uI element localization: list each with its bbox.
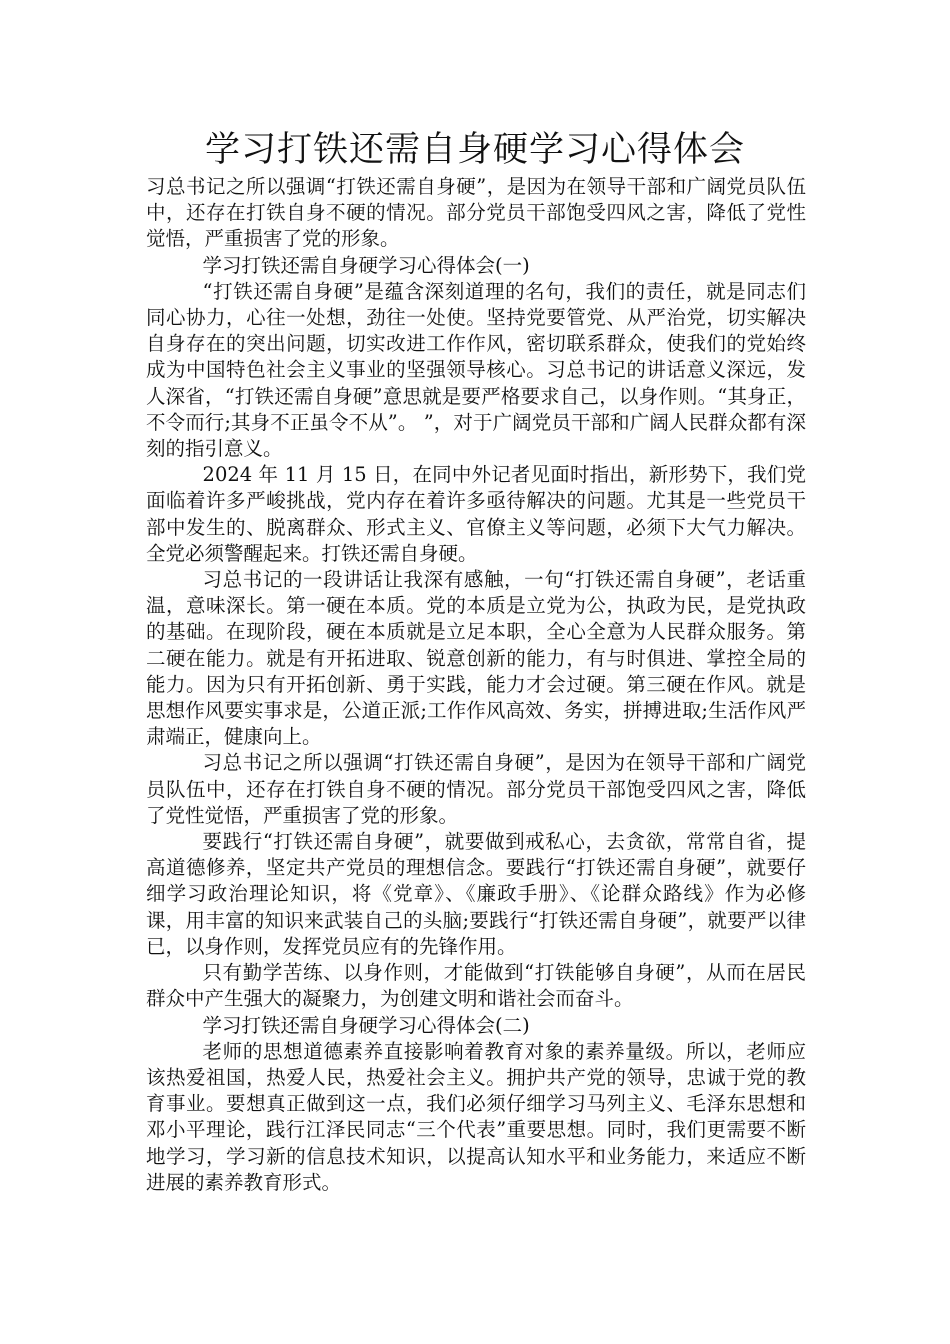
section-heading-1: 学习打铁还需自身硬学习心得体会(一) — [202, 253, 530, 277]
body-paragraph: 只有勤学苦练、以身作则，才能做到“打铁能够自身硬”，从而在居民群众中产生强大的凝聚力，为创建文明和谐社会而奋斗。 — [146, 961, 806, 1011]
section-heading-2: 学习打铁还需自身硬学习心得体会(二) — [202, 1013, 530, 1037]
document-body — [146, 174, 806, 1196]
body-paragraph: 习总书记之所以强调“打铁还需自身硬”，是因为在领导干部和广阔党员队伍中，还存在打铁自身不硬的情况。部分党员干部饱受四风之害，降低了党性觉悟，严重损害了党的形象。 — [146, 751, 806, 827]
body-paragraph: 老师的思想道德素养直接影响着教育对象的素养量级。所以，老师应该热爱祖国，热爱人民，热爱社会主义。拥护共产党的领导，忠诚于党的教育事业。要想真正做到这一点，我们必须仔细学习马列主义、毛泽东思想和邓小平理论，践行江泽民同志“三个代表”重要思想。同时，我们更需要不断地学习，学习新的信息技术知识，以提高认知水平和业务能力，来适应不断进展的素养教育形式。 — [146, 1039, 806, 1194]
body-paragraph: 要践行“打铁还需自身硬”，就要做到戒私心，去贪欲，常常自省，提高道德修养，坚定共产党员的理想信念。要践行“打铁还需自身硬”，就要仔细学习政治理论知识，将《党章》、《廉政手册》、《论群众路线》作为必修课，用丰富的知识来武装自己的头脑;要践行“打铁还需自身硬”，就要严以律已，以身作则，发挥党员应有的先锋作用。 — [146, 830, 806, 958]
body-paragraph: “打铁还需自身硬”是蕴含深刻道理的名句，我们的责任，就是同志们同心协力，心往一处想，劲往一处使。坚持党要管党、从严治党，切实解决自身存在的突出问题，切实改进工作作风，密切联系群众，使我们的党始终成为中国特色社会主义事业的坚强领导核心。习总书记的讲话意义深远，发人深省，“打铁还需自身硬”意思就是要严格要求自己，以身作则。“其身正，不令而行;其身不正虽令不从”。 ”，对于广阔党员干部和广阔人民群众都有深刻的指引意义。 — [146, 279, 806, 461]
document-title: 学习打铁还需自身硬学习心得体会 — [204, 130, 745, 170]
intro-paragraph: 习总书记之所以强调“打铁还需自身硬”，是因为在领导干部和广阔党员队伍中，还存在打铁自身不硬的情况。部分党员干部饱受四风之害，降低了党性觉悟，严重损害了党的形象。 — [146, 175, 806, 251]
body-paragraph: 习总书记的一段讲话让我深有感触，一句“打铁还需自身硬”，老话重温，意味深长。第一硬在本质。党的本质是立党为公，执政为民，是党执政的基础。在现阶段，硬在本质就是立足本职，全心全意为人民群众服务。第二硬在能力。就是有开拓进取、锐意创新的能力，有与时俱进、掌控全局的能力。因为只有开拓创新、勇于实践，能力才会过硬。第三硬在作风。就是思想作风要实事求是，公道正派;工作作风高效、务实，拼搏进取;生活作风严肃端正，健康向上。 — [146, 568, 806, 749]
body-paragraph: 2024 年 11 月 15 日，在同中外记者见面时指出，新形势下，我们党面临着许多严峻挑战，党内存在着许多亟待解决的问题。尤其是一些党员干部中发生的、脱离群众、形式主义、官僚主义等问题，必须下大气力解决。全党必须警醒起来。打铁还需自身硬。 — [146, 463, 806, 565]
